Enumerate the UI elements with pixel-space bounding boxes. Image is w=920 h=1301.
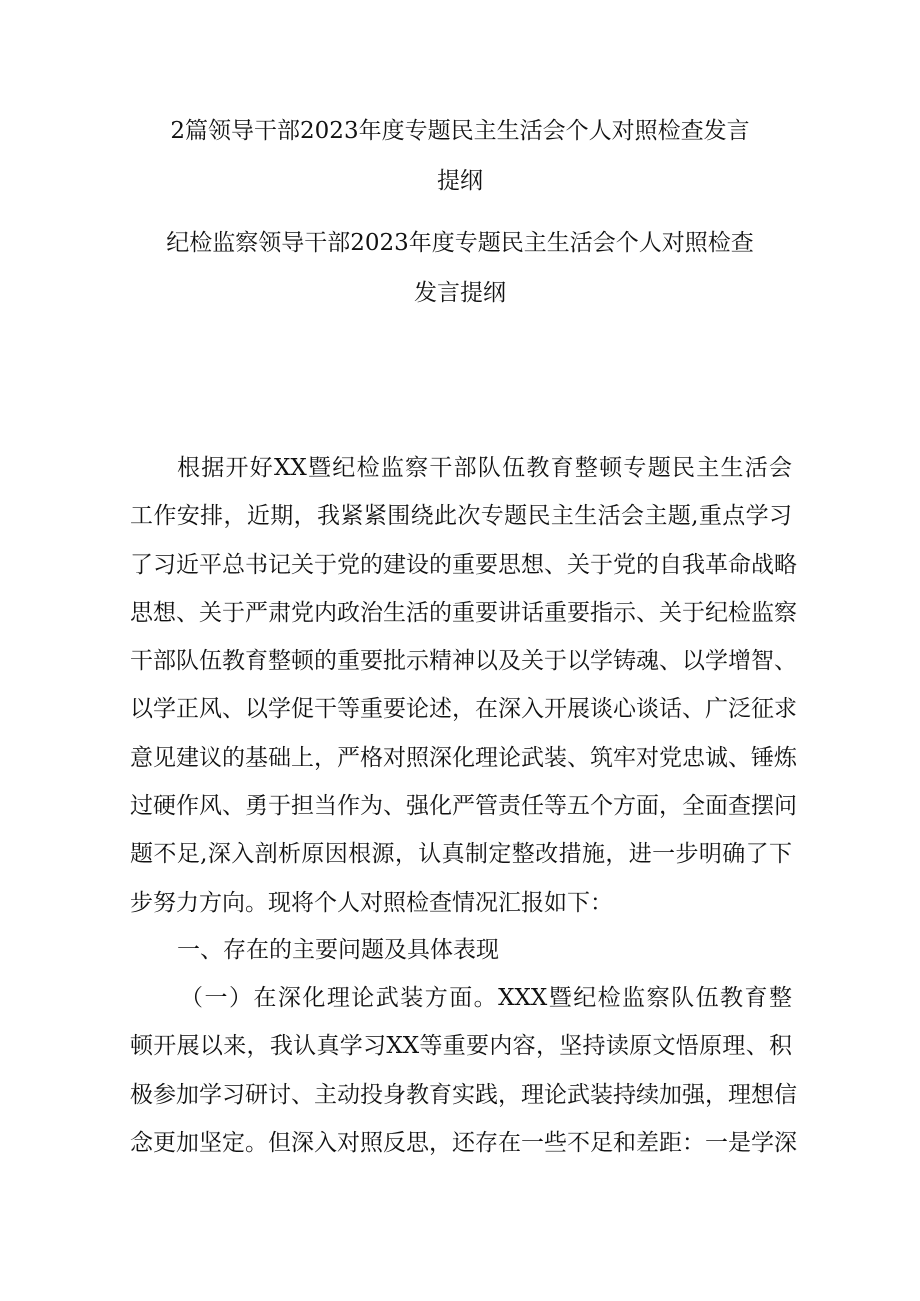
section-title-line: 纪检监察领导干部2023年度专题民主生活会个人对照检查 <box>166 230 754 256</box>
document-title-line: 提纲 <box>437 168 483 194</box>
paragraph-line: 极参加学习研讨、主动投身教育实践，理论武装持续加强，理想信 <box>130 1081 797 1108</box>
document-title <box>0 116 920 196</box>
paragraph-line: 干部队伍教育整顿的重要批示精神以及关于以学铸魂、以学增智、 <box>130 648 797 675</box>
section-title-line: 发言提纲 <box>414 280 506 306</box>
document-title-line: 2篇领导干部2023年度专题民主生活会个人对照检查发言 <box>170 118 750 144</box>
paragraph-line: 以学正风、以学促干等重要论述，在深入开展谈心谈话、广泛征求 <box>130 696 797 723</box>
section-title <box>0 228 920 308</box>
paragraph-line: 意见建议的基础上，严格对照深化理论武装、筑牢对党忠诚、锤炼 <box>130 744 797 771</box>
paragraph-theory <box>130 974 797 1167</box>
paragraph-line: 步努力方向。现将个人对照检查情况汇报如下： <box>130 889 613 916</box>
paragraph-intro <box>130 444 797 927</box>
paragraph-line: 过硬作风、勇于担当作为、强化严管责任等五个方面，全面查摆问 <box>130 793 797 820</box>
paragraph-line: 顿开展以来，我认真学习XX等重要内容，坚持读原文悟原理、积 <box>130 1033 792 1060</box>
paragraph-line: 根据开好XX暨纪检监察干部队伍教育整顿专题民主生活会 <box>177 455 792 481</box>
paragraph-line: 了习近平总书记关于党的建设的重要思想、关于党的自我革命战略 <box>130 551 797 578</box>
paragraph-line: 思想、关于严肃党内政治生活的重要讲话重要指示、关于纪检监察 <box>130 599 797 626</box>
paragraph-line: 题不足,深入剖析原因根源，认真制定整改措施，进一步明确了下 <box>130 841 792 868</box>
paragraph-line: 工作安排，近期，我紧紧围绕此次专题民主生活会主题,重点学习 <box>130 503 792 530</box>
paragraph-line: 念更加坚定。但深入对照反思，还存在一些不足和差距：一是学深 <box>130 1129 797 1156</box>
section-heading: 一、存在的主要问题及具体表现 <box>177 937 499 963</box>
paragraph-line: （一）在深化理论武装方面。XXX暨纪检监察队伍教育整 <box>180 985 792 1011</box>
